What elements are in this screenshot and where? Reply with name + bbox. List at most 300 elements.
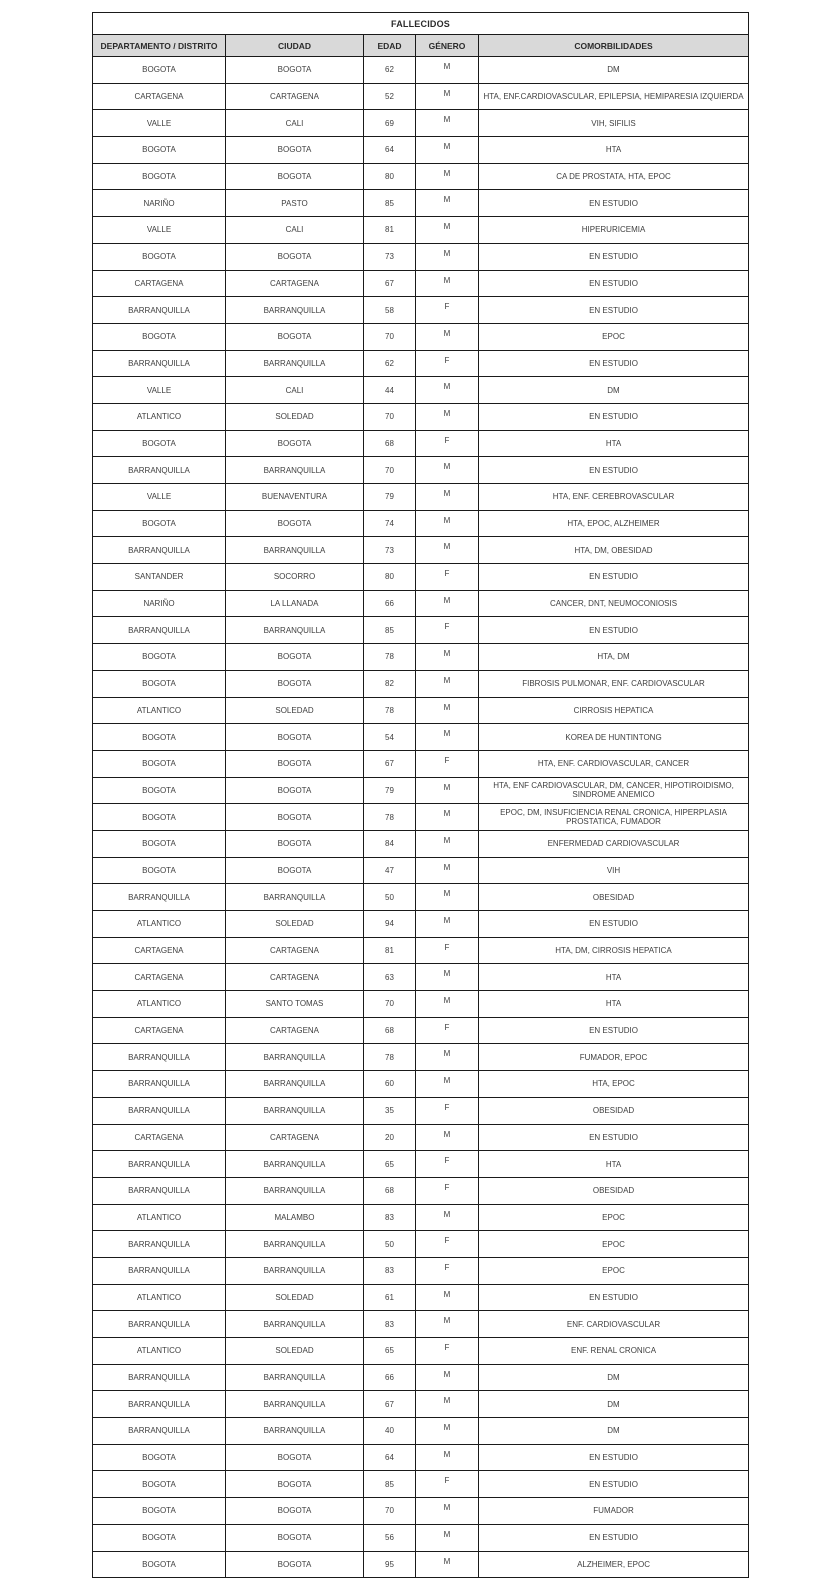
cell-departamento: BARRANQUILLA xyxy=(93,1311,226,1338)
cell-ciudad: BARRANQUILLA xyxy=(226,884,364,911)
cell-genero: M xyxy=(416,1124,479,1151)
cell-comorbilidades: HTA xyxy=(479,1151,749,1178)
cell-comorbilidades: VIH, SIFILIS xyxy=(479,110,749,137)
cell-edad: 62 xyxy=(364,57,416,84)
cell-genero: M xyxy=(416,217,479,244)
cell-comorbilidades: EN ESTUDIO xyxy=(479,1444,749,1471)
cell-edad: 73 xyxy=(364,537,416,564)
cell-comorbilidades: FIBROSIS PULMONAR, ENF. CARDIOVASCULAR xyxy=(479,670,749,697)
table-row xyxy=(93,484,749,511)
cell-genero: F xyxy=(416,750,479,777)
cell-ciudad: BOGOTA xyxy=(226,777,364,804)
cell-ciudad: BOGOTA xyxy=(226,644,364,671)
cell-edad: 52 xyxy=(364,83,416,110)
cell-ciudad: MALAMBO xyxy=(226,1204,364,1231)
cell-edad: 85 xyxy=(364,1471,416,1498)
cell-genero: M xyxy=(416,724,479,751)
table-row xyxy=(93,1151,749,1178)
cell-genero: F xyxy=(416,1017,479,1044)
cell-comorbilidades: EN ESTUDIO xyxy=(479,911,749,938)
cell-comorbilidades: HTA, EPOC xyxy=(479,1071,749,1098)
cell-comorbilidades: HTA, EPOC, ALZHEIMER xyxy=(479,510,749,537)
cell-comorbilidades: EN ESTUDIO xyxy=(479,1284,749,1311)
table-row xyxy=(93,403,749,430)
cell-edad: 80 xyxy=(364,163,416,190)
cell-departamento: CARTAGENA xyxy=(93,1124,226,1151)
cell-comorbilidades: HTA, ENF. CEREBROVASCULAR xyxy=(479,484,749,511)
cell-departamento: BOGOTA xyxy=(93,857,226,884)
cell-edad: 94 xyxy=(364,911,416,938)
cell-genero: M xyxy=(416,270,479,297)
cell-genero: M xyxy=(416,1364,479,1391)
cell-departamento: BARRANQUILLA xyxy=(93,350,226,377)
table-row xyxy=(93,323,749,350)
table-row xyxy=(93,911,749,938)
cell-departamento: ATLANTICO xyxy=(93,911,226,938)
cell-edad: 67 xyxy=(364,1391,416,1418)
cell-edad: 58 xyxy=(364,297,416,324)
cell-genero: F xyxy=(416,1177,479,1204)
cell-departamento: BARRANQUILLA xyxy=(93,537,226,564)
cell-ciudad: SOLEDAD xyxy=(226,697,364,724)
cell-departamento: BOGOTA xyxy=(93,804,226,831)
cell-edad: 70 xyxy=(364,457,416,484)
cell-edad: 54 xyxy=(364,724,416,751)
cell-genero: F xyxy=(416,1257,479,1284)
cell-genero: F xyxy=(416,937,479,964)
table-row xyxy=(93,430,749,457)
cell-edad: 81 xyxy=(364,937,416,964)
cell-genero: M xyxy=(416,377,479,404)
cell-departamento: CARTAGENA xyxy=(93,964,226,991)
cell-genero: M xyxy=(416,110,479,137)
cell-departamento: BOGOTA xyxy=(93,430,226,457)
cell-genero: M xyxy=(416,804,479,831)
cell-ciudad: BARRANQUILLA xyxy=(226,617,364,644)
cell-edad: 82 xyxy=(364,670,416,697)
cell-genero: F xyxy=(416,1471,479,1498)
cell-comorbilidades: EN ESTUDIO xyxy=(479,190,749,217)
cell-genero: F xyxy=(416,564,479,591)
cell-edad: 35 xyxy=(364,1097,416,1124)
cell-departamento: NARIÑO xyxy=(93,590,226,617)
cell-genero: M xyxy=(416,1284,479,1311)
cell-departamento: VALLE xyxy=(93,217,226,244)
cell-ciudad: BOGOTA xyxy=(226,1498,364,1525)
cell-ciudad: BARRANQUILLA xyxy=(226,1071,364,1098)
cell-edad: 74 xyxy=(364,510,416,537)
cell-genero: F xyxy=(416,430,479,457)
cell-departamento: BARRANQUILLA xyxy=(93,457,226,484)
cell-edad: 61 xyxy=(364,1284,416,1311)
table-row xyxy=(93,137,749,164)
table-row xyxy=(93,1124,749,1151)
cell-edad: 81 xyxy=(364,217,416,244)
cell-ciudad: BOGOTA xyxy=(226,1551,364,1578)
cell-comorbilidades: EN ESTUDIO xyxy=(479,350,749,377)
cell-ciudad: BUENAVENTURA xyxy=(226,484,364,511)
cell-edad: 66 xyxy=(364,590,416,617)
table-row xyxy=(93,937,749,964)
cell-genero: M xyxy=(416,1044,479,1071)
cell-comorbilidades: EPOC, DM, INSUFICIENCIA RENAL CRONICA, HIPERPLASIA PROSTATICA, FUMADOR xyxy=(479,804,749,831)
table-row xyxy=(93,510,749,537)
cell-departamento: BARRANQUILLA xyxy=(93,1364,226,1391)
cell-genero: F xyxy=(416,1097,479,1124)
cell-ciudad: BOGOTA xyxy=(226,750,364,777)
table-row xyxy=(93,1418,749,1445)
cell-genero: M xyxy=(416,911,479,938)
table-row xyxy=(93,1551,749,1578)
cell-ciudad: BARRANQUILLA xyxy=(226,1311,364,1338)
cell-genero: M xyxy=(416,1071,479,1098)
table-row xyxy=(93,590,749,617)
cell-departamento: ATLANTICO xyxy=(93,403,226,430)
table-row xyxy=(93,1284,749,1311)
table-row xyxy=(93,1471,749,1498)
cell-genero: M xyxy=(416,964,479,991)
table-row xyxy=(93,350,749,377)
table-row xyxy=(93,163,749,190)
cell-ciudad: BARRANQUILLA xyxy=(226,457,364,484)
cell-ciudad: BOGOTA xyxy=(226,510,364,537)
cell-genero: M xyxy=(416,57,479,84)
cell-comorbilidades: EPOC xyxy=(479,1231,749,1258)
cell-edad: 70 xyxy=(364,1498,416,1525)
table-row xyxy=(93,644,749,671)
cell-genero: M xyxy=(416,1311,479,1338)
cell-comorbilidades: DM xyxy=(479,1418,749,1445)
cell-departamento: BOGOTA xyxy=(93,1524,226,1551)
cell-departamento: ATLANTICO xyxy=(93,991,226,1018)
cell-ciudad: PASTO xyxy=(226,190,364,217)
cell-ciudad: BOGOTA xyxy=(226,857,364,884)
cell-genero: M xyxy=(416,1551,479,1578)
fallecidos-table xyxy=(92,12,749,1578)
cell-comorbilidades: EN ESTUDIO xyxy=(479,270,749,297)
cell-comorbilidades: CIRROSIS HEPATICA xyxy=(479,697,749,724)
cell-genero: M xyxy=(416,697,479,724)
cell-ciudad: BOGOTA xyxy=(226,57,364,84)
cell-comorbilidades: HTA, ENF CARDIOVASCULAR, DM, CANCER, HIPOTIROIDISMO, SINDROME ANEMICO xyxy=(479,777,749,804)
cell-ciudad: CARTAGENA xyxy=(226,964,364,991)
cell-departamento: BARRANQUILLA xyxy=(93,1071,226,1098)
table-row xyxy=(93,804,749,831)
cell-ciudad: BARRANQUILLA xyxy=(226,1097,364,1124)
cell-edad: 67 xyxy=(364,750,416,777)
table-row xyxy=(93,537,749,564)
table-row xyxy=(93,1338,749,1365)
cell-genero: M xyxy=(416,1391,479,1418)
cell-ciudad: CARTAGENA xyxy=(226,83,364,110)
cell-comorbilidades: HTA, DM, OBESIDAD xyxy=(479,537,749,564)
cell-ciudad: BARRANQUILLA xyxy=(226,1231,364,1258)
cell-departamento: NARIÑO xyxy=(93,190,226,217)
cell-edad: 20 xyxy=(364,1124,416,1151)
cell-edad: 79 xyxy=(364,484,416,511)
cell-departamento: BARRANQUILLA xyxy=(93,1231,226,1258)
cell-departamento: BOGOTA xyxy=(93,750,226,777)
cell-edad: 64 xyxy=(364,1444,416,1471)
cell-comorbilidades: EN ESTUDIO xyxy=(479,457,749,484)
cell-ciudad: BOGOTA xyxy=(226,670,364,697)
cell-edad: 95 xyxy=(364,1551,416,1578)
cell-genero: M xyxy=(416,830,479,857)
cell-comorbilidades: EN ESTUDIO xyxy=(479,1124,749,1151)
cell-genero: M xyxy=(416,1444,479,1471)
cell-edad: 67 xyxy=(364,270,416,297)
table-row xyxy=(93,297,749,324)
cell-ciudad: BARRANQUILLA xyxy=(226,1044,364,1071)
cell-comorbilidades: EPOC xyxy=(479,1257,749,1284)
table-title: FALLECIDOS xyxy=(93,13,749,35)
cell-comorbilidades: ENFERMEDAD CARDIOVASCULAR xyxy=(479,830,749,857)
cell-comorbilidades: EN ESTUDIO xyxy=(479,617,749,644)
cell-comorbilidades: EN ESTUDIO xyxy=(479,564,749,591)
cell-edad: 68 xyxy=(364,1177,416,1204)
cell-ciudad: BARRANQUILLA xyxy=(226,1151,364,1178)
cell-edad: 79 xyxy=(364,777,416,804)
cell-genero: M xyxy=(416,991,479,1018)
cell-comorbilidades: EN ESTUDIO xyxy=(479,1017,749,1044)
cell-genero: M xyxy=(416,510,479,537)
cell-edad: 60 xyxy=(364,1071,416,1098)
table-row xyxy=(93,217,749,244)
table-row xyxy=(93,1204,749,1231)
cell-edad: 70 xyxy=(364,323,416,350)
cell-ciudad: BOGOTA xyxy=(226,323,364,350)
table-row xyxy=(93,1498,749,1525)
column-header-ciudad: CIUDAD xyxy=(226,35,364,57)
cell-departamento: VALLE xyxy=(93,484,226,511)
cell-edad: 63 xyxy=(364,964,416,991)
table-row xyxy=(93,830,749,857)
cell-departamento: CARTAGENA xyxy=(93,937,226,964)
cell-edad: 62 xyxy=(364,350,416,377)
cell-comorbilidades: EN ESTUDIO xyxy=(479,297,749,324)
cell-comorbilidades: OBESIDAD xyxy=(479,1097,749,1124)
cell-comorbilidades: DM xyxy=(479,1364,749,1391)
cell-comorbilidades: EN ESTUDIO xyxy=(479,243,749,270)
cell-edad: 83 xyxy=(364,1257,416,1284)
cell-ciudad: BARRANQUILLA xyxy=(226,1177,364,1204)
cell-genero: F xyxy=(416,297,479,324)
cell-comorbilidades: EN ESTUDIO xyxy=(479,403,749,430)
cell-departamento: BARRANQUILLA xyxy=(93,1097,226,1124)
cell-departamento: BOGOTA xyxy=(93,137,226,164)
cell-edad: 83 xyxy=(364,1311,416,1338)
cell-genero: M xyxy=(416,1204,479,1231)
cell-edad: 70 xyxy=(364,403,416,430)
cell-ciudad: BOGOTA xyxy=(226,1524,364,1551)
table-row xyxy=(93,1444,749,1471)
table-row xyxy=(93,884,749,911)
cell-ciudad: BARRANQUILLA xyxy=(226,1364,364,1391)
cell-edad: 85 xyxy=(364,617,416,644)
cell-departamento: BOGOTA xyxy=(93,510,226,537)
cell-genero: F xyxy=(416,1231,479,1258)
cell-genero: M xyxy=(416,137,479,164)
cell-edad: 69 xyxy=(364,110,416,137)
cell-comorbilidades: VIH xyxy=(479,857,749,884)
table-title-row xyxy=(93,13,749,35)
cell-genero: M xyxy=(416,403,479,430)
cell-ciudad: CALI xyxy=(226,377,364,404)
table-row xyxy=(93,670,749,697)
cell-comorbilidades: DM xyxy=(479,1391,749,1418)
cell-ciudad: BARRANQUILLA xyxy=(226,1257,364,1284)
table-row xyxy=(93,1044,749,1071)
cell-edad: 70 xyxy=(364,991,416,1018)
cell-ciudad: BOGOTA xyxy=(226,163,364,190)
column-header-comorbilidades: COMORBILIDADES xyxy=(479,35,749,57)
column-header-genero: GÉNERO xyxy=(416,35,479,57)
cell-departamento: ATLANTICO xyxy=(93,697,226,724)
table-row xyxy=(93,1391,749,1418)
cell-comorbilidades: FUMADOR xyxy=(479,1498,749,1525)
cell-ciudad: BOGOTA xyxy=(226,1471,364,1498)
cell-edad: 78 xyxy=(364,804,416,831)
cell-departamento: BOGOTA xyxy=(93,323,226,350)
table-row xyxy=(93,270,749,297)
cell-departamento: BOGOTA xyxy=(93,724,226,751)
cell-departamento: VALLE xyxy=(93,377,226,404)
table-row xyxy=(93,1097,749,1124)
cell-comorbilidades: HTA, DM, CIRROSIS HEPATICA xyxy=(479,937,749,964)
cell-comorbilidades: ENF. RENAL CRONICA xyxy=(479,1338,749,1365)
cell-departamento: CARTAGENA xyxy=(93,1017,226,1044)
cell-ciudad: CARTAGENA xyxy=(226,1017,364,1044)
cell-genero: M xyxy=(416,857,479,884)
cell-edad: 50 xyxy=(364,1231,416,1258)
cell-edad: 78 xyxy=(364,644,416,671)
cell-edad: 85 xyxy=(364,190,416,217)
cell-edad: 40 xyxy=(364,1418,416,1445)
cell-ciudad: CARTAGENA xyxy=(226,270,364,297)
cell-departamento: BOGOTA xyxy=(93,644,226,671)
cell-edad: 68 xyxy=(364,1017,416,1044)
cell-edad: 68 xyxy=(364,430,416,457)
cell-genero: M xyxy=(416,1524,479,1551)
cell-departamento: BOGOTA xyxy=(93,57,226,84)
cell-departamento: BARRANQUILLA xyxy=(93,1044,226,1071)
cell-ciudad: BOGOTA xyxy=(226,137,364,164)
cell-departamento: ATLANTICO xyxy=(93,1284,226,1311)
cell-edad: 56 xyxy=(364,1524,416,1551)
cell-genero: F xyxy=(416,350,479,377)
cell-edad: 66 xyxy=(364,1364,416,1391)
cell-ciudad: BARRANQUILLA xyxy=(226,1418,364,1445)
cell-genero: M xyxy=(416,884,479,911)
cell-departamento: BARRANQUILLA xyxy=(93,1391,226,1418)
cell-comorbilidades: OBESIDAD xyxy=(479,1177,749,1204)
cell-departamento: VALLE xyxy=(93,110,226,137)
cell-comorbilidades: EN ESTUDIO xyxy=(479,1471,749,1498)
cell-departamento: BOGOTA xyxy=(93,243,226,270)
cell-comorbilidades: HTA xyxy=(479,430,749,457)
cell-genero: M xyxy=(416,777,479,804)
cell-ciudad: BARRANQUILLA xyxy=(226,297,364,324)
table-row xyxy=(93,617,749,644)
cell-edad: 44 xyxy=(364,377,416,404)
table-row xyxy=(93,377,749,404)
cell-ciudad: BOGOTA xyxy=(226,724,364,751)
cell-genero: M xyxy=(416,1498,479,1525)
table-row xyxy=(93,243,749,270)
table-row xyxy=(93,857,749,884)
cell-comorbilidades: CANCER, DNT, NEUMOCONIOSIS xyxy=(479,590,749,617)
table-row xyxy=(93,777,749,804)
cell-genero: M xyxy=(416,190,479,217)
table-row xyxy=(93,110,749,137)
cell-departamento: BOGOTA xyxy=(93,670,226,697)
table-row xyxy=(93,457,749,484)
column-header-departamento: DEPARTAMENTO / DISTRITO xyxy=(93,35,226,57)
cell-edad: 80 xyxy=(364,564,416,591)
cell-edad: 65 xyxy=(364,1338,416,1365)
cell-ciudad: CARTAGENA xyxy=(226,1124,364,1151)
cell-edad: 78 xyxy=(364,1044,416,1071)
cell-comorbilidades: ALZHEIMER, EPOC xyxy=(479,1551,749,1578)
cell-genero: M xyxy=(416,163,479,190)
cell-ciudad: CALI xyxy=(226,110,364,137)
cell-ciudad: BOGOTA xyxy=(226,830,364,857)
table-row xyxy=(93,83,749,110)
cell-ciudad: BARRANQUILLA xyxy=(226,1391,364,1418)
cell-comorbilidades: OBESIDAD xyxy=(479,884,749,911)
cell-departamento: BARRANQUILLA xyxy=(93,1257,226,1284)
cell-ciudad: SOLEDAD xyxy=(226,911,364,938)
cell-comorbilidades: KOREA DE HUNTINTONG xyxy=(479,724,749,751)
table-row xyxy=(93,1311,749,1338)
cell-departamento: CARTAGENA xyxy=(93,270,226,297)
table-row xyxy=(93,991,749,1018)
cell-genero: M xyxy=(416,590,479,617)
cell-ciudad: BARRANQUILLA xyxy=(226,537,364,564)
table-row xyxy=(93,57,749,84)
cell-comorbilidades: FUMADOR, EPOC xyxy=(479,1044,749,1071)
cell-comorbilidades: HIPERURICEMIA xyxy=(479,217,749,244)
cell-ciudad: SOLEDAD xyxy=(226,1284,364,1311)
cell-genero: M xyxy=(416,644,479,671)
cell-genero: M xyxy=(416,323,479,350)
cell-comorbilidades: DM xyxy=(479,377,749,404)
cell-edad: 84 xyxy=(364,830,416,857)
cell-genero: M xyxy=(416,457,479,484)
cell-ciudad: SOCORRO xyxy=(226,564,364,591)
cell-departamento: BARRANQUILLA xyxy=(93,884,226,911)
cell-departamento: CARTAGENA xyxy=(93,83,226,110)
table-body xyxy=(93,57,749,1578)
cell-genero: M xyxy=(416,1418,479,1445)
cell-comorbilidades: ENF. CARDIOVASCULAR xyxy=(479,1311,749,1338)
cell-comorbilidades: HTA xyxy=(479,964,749,991)
cell-edad: 47 xyxy=(364,857,416,884)
cell-genero: M xyxy=(416,537,479,564)
cell-ciudad: LA LLANADA xyxy=(226,590,364,617)
cell-ciudad: BOGOTA xyxy=(226,804,364,831)
cell-genero: M xyxy=(416,484,479,511)
cell-ciudad: SOLEDAD xyxy=(226,403,364,430)
cell-genero: F xyxy=(416,1151,479,1178)
cell-departamento: BARRANQUILLA xyxy=(93,1151,226,1178)
table-row xyxy=(93,697,749,724)
cell-edad: 78 xyxy=(364,697,416,724)
cell-comorbilidades: CA DE PROSTATA, HTA, EPOC xyxy=(479,163,749,190)
cell-genero: F xyxy=(416,1338,479,1365)
cell-ciudad: SOLEDAD xyxy=(226,1338,364,1365)
cell-ciudad: SANTO TOMAS xyxy=(226,991,364,1018)
